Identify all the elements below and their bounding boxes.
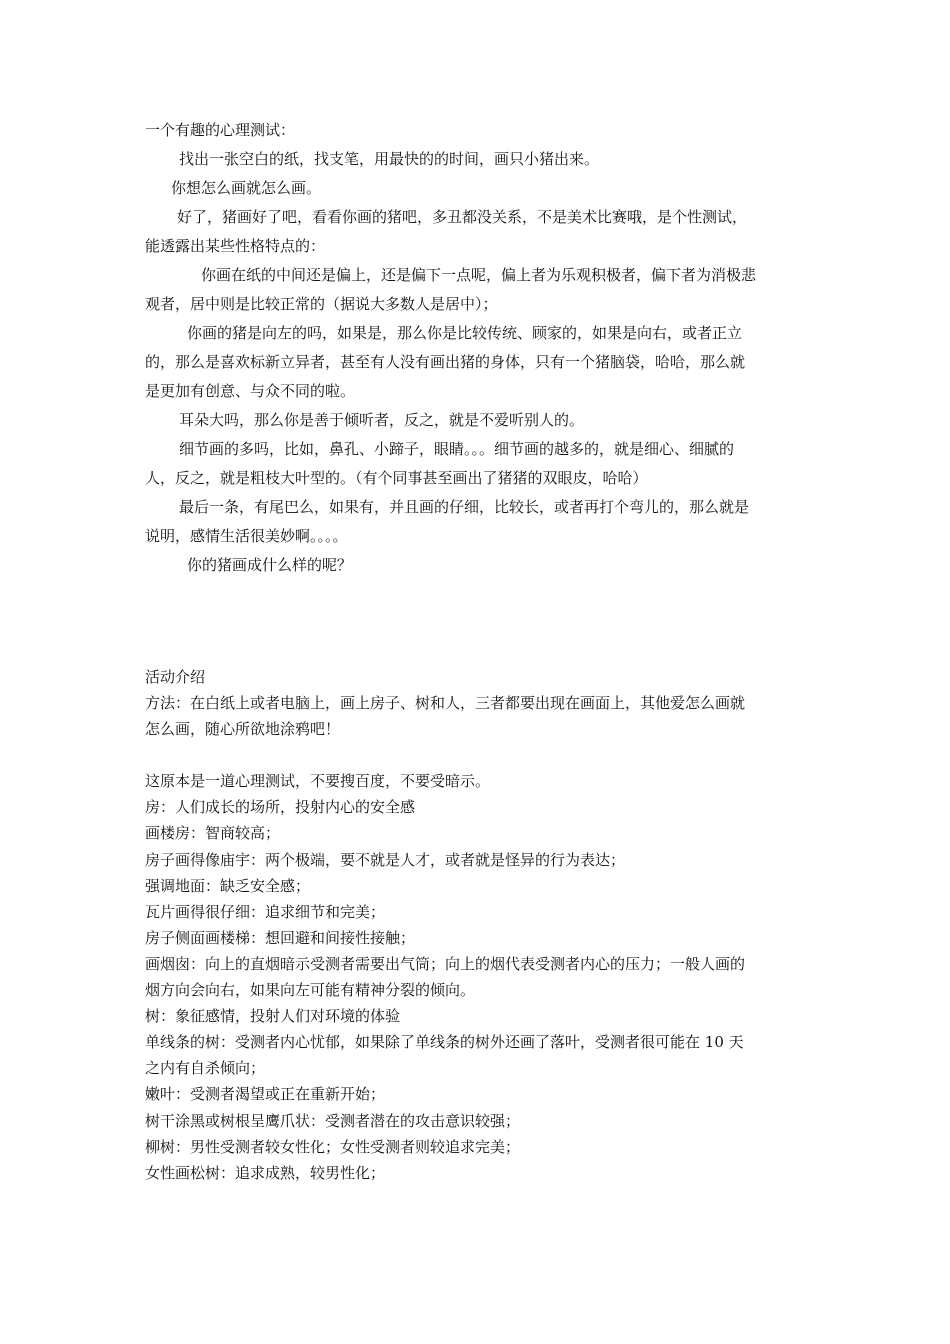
list-item: 这原本是一道心理测试，不要搜百度，不要受暗示。	[145, 772, 491, 791]
paragraph-line: 人，反之，就是粗枝大叶型的。（有个同事甚至画出了猪猪的双眼皮，哈哈）	[145, 469, 648, 487]
paragraph-line: 找出一张空白的纸，找支笔，用最快的的时间，画只小猪出来。	[179, 150, 600, 168]
paragraph-line: 观者，居中则是比较正常的（据说大多数人是居中）；	[145, 295, 498, 313]
list-item: 树：象征感情，投射人们对环境的体验	[145, 1007, 401, 1026]
section-house-tree-person	[145, 664, 810, 1186]
paragraph-line: 最后一条，有尾巴么，如果有，并且画的仔细，比较长，或者再打个弯儿的，那么就是	[179, 498, 750, 516]
paragraph-line: 耳朵大吗，那么你是善于倾听者，反之，就是不爱听别人的。	[179, 411, 585, 429]
method-line: 怎么画，随心所欲地涂鸦吧！	[145, 720, 341, 739]
list-item: 强调地面：缺乏安全感；	[145, 876, 311, 895]
closing-question: 你的猪画成什么样的呢？	[187, 556, 353, 574]
list-item: 房：人们成长的场所，投射内心的安全感	[145, 798, 416, 817]
paragraph-line: 好了，猪画好了吧，看看你画的猪吧，多丑都没关系，不是美术比赛哦，是个性测试，	[177, 208, 748, 226]
list-item: 房子画得像庙宇：两个极端，要不就是人才，或者就是怪异的行为表达；	[145, 850, 626, 869]
list-item: 烟方向会向右，如果向左可能有精神分裂的倾向。	[145, 981, 476, 1000]
pig-test-title: 一个有趣的心理测试：	[145, 121, 296, 139]
paragraph-line: 你画的猪是向左的吗，如果是，那么你是比较传统、顾家的，如果是向右，或者正立	[187, 324, 743, 342]
list-item: 画楼房：智商较高；	[145, 824, 281, 843]
paragraph-line: 你想怎么画就怎么画。	[171, 179, 322, 197]
list-item: 单线条的树：受测者内心忧郁，如果除了单线条的树外还画了落叶，受测者很可能在 10 天	[145, 1033, 744, 1052]
list-item: 房子侧面画楼梯：想回避和间接性接触；	[145, 928, 416, 947]
paragraph-line: 能透露出某些性格特点的：	[145, 237, 326, 255]
activity-title: 活动介绍	[145, 668, 206, 686]
paragraph-line: 的，那么是喜欢标新立异者，甚至有人没有画出猪的身体，只有一个猪脑袋，哈哈，那么就	[145, 353, 746, 371]
list-item: 瓦片画得很仔细：追求细节和完美；	[145, 902, 386, 921]
blank-line	[145, 742, 810, 768]
paragraph-line: 细节画的多吗，比如，鼻孔、小蹄子，眼睛。。。细节画的越多的，就是细心、细腻的	[179, 440, 735, 458]
list-item: 嫩叶：受测者渴望或正在重新开始；	[145, 1085, 386, 1104]
list-item: 之内有自杀倾向；	[145, 1059, 266, 1078]
list-item: 柳树：男性受测者较女性化；女性受测者则较追求完美；	[145, 1137, 521, 1156]
paragraph-line: 说明，感情生活很美妙啊。。。。	[145, 527, 348, 545]
paragraph-line: 你画在纸的中间还是偏上，还是偏下一点呢，偏上者为乐观积极者，偏下者为消极悲	[201, 266, 757, 284]
section-spacer	[145, 580, 810, 664]
document-page	[145, 116, 810, 1186]
paragraph-line: 是更加有创意、与众不同的啦。	[145, 382, 356, 400]
method-line: 方法：在白纸上或者电脑上，画上房子、树和人，三者都要出现在画面上，其他爱怎么画就	[145, 694, 746, 713]
list-item: 画烟囱：向上的直烟暗示受测者需要出气筒；向上的烟代表受测者内心的压力；一般人画的	[145, 954, 746, 973]
list-item: 树干涂黑或树根呈鹰爪状：受测者潜在的攻击意识较强；	[145, 1111, 521, 1130]
list-item: 女性画松树：追求成熟，较男性化；	[145, 1163, 386, 1182]
section-pig-test	[145, 116, 810, 580]
